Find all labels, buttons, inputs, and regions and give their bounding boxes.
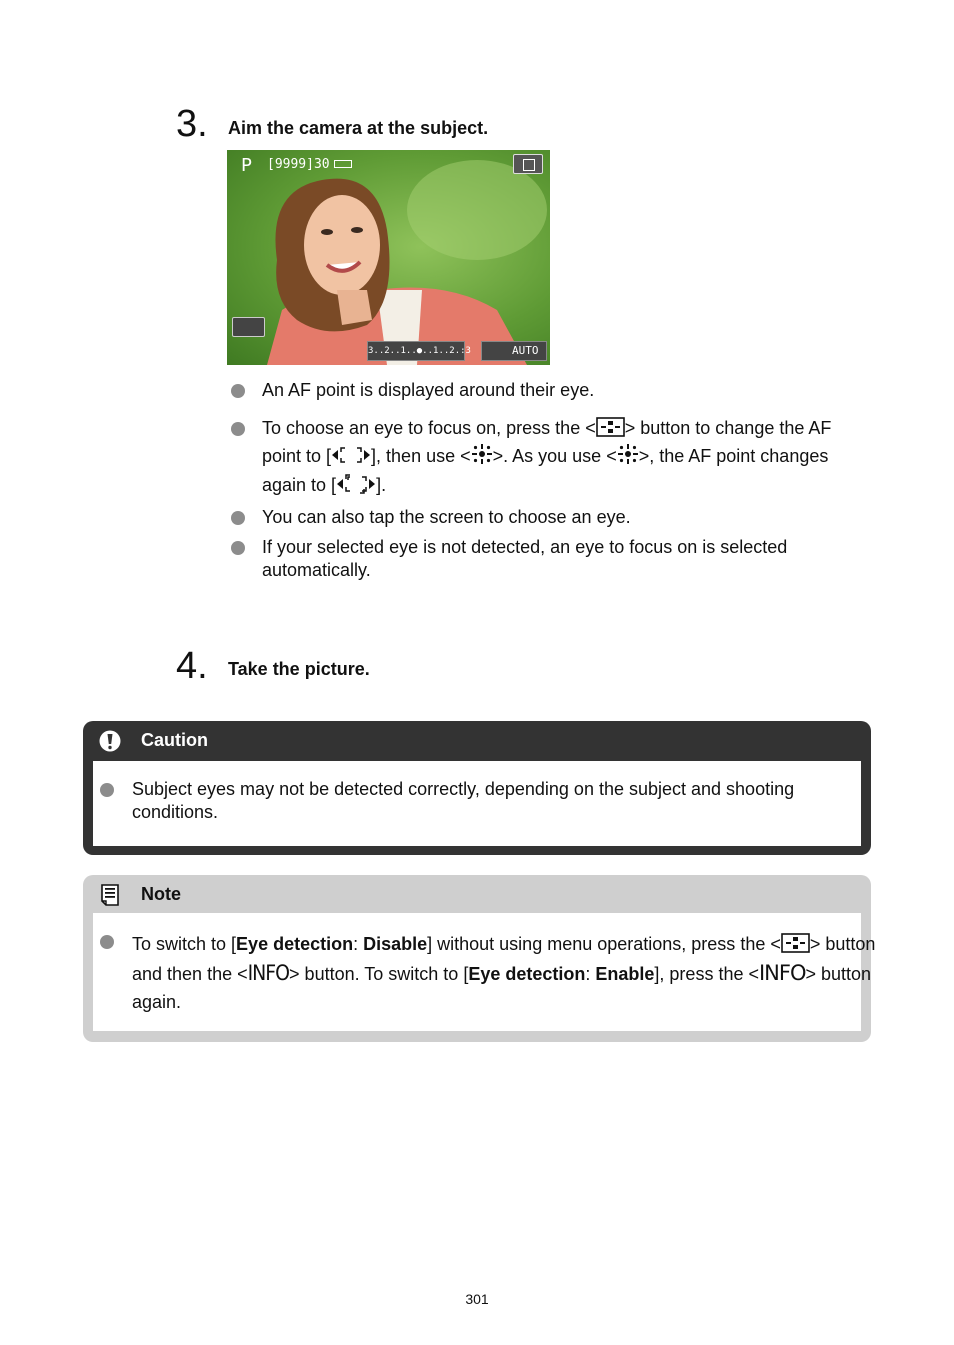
multi-controller-icon bbox=[617, 443, 639, 465]
note-text: > button. To switch to [ bbox=[289, 963, 469, 984]
caution-text: Subject eyes may not be detected correctly, depending on the subject and shooting conditions. bbox=[132, 779, 795, 822]
info-button-label: INFO bbox=[247, 960, 290, 985]
af-point-selection-button-icon bbox=[781, 933, 810, 953]
bullet-text: If your selected eye is not detected, an eye to focus on is selected automatically. bbox=[262, 536, 788, 580]
note-text: : bbox=[585, 963, 596, 984]
iso-indicator bbox=[481, 341, 547, 361]
quick-control-icon bbox=[513, 154, 543, 174]
page-number: 301 bbox=[465, 1291, 489, 1307]
note-text: : bbox=[353, 934, 364, 954]
bullet-text: ]. bbox=[376, 474, 387, 495]
eye-af-right-icon bbox=[336, 474, 376, 494]
multi-controller-icon bbox=[471, 443, 493, 465]
list-item bbox=[230, 376, 850, 405]
list-item bbox=[230, 414, 850, 500]
step-title: Aim the camera at the subject. bbox=[228, 118, 489, 138]
list-item bbox=[100, 778, 877, 824]
note-text: Disable bbox=[363, 934, 428, 954]
note-icon bbox=[101, 884, 119, 906]
note-body bbox=[93, 913, 876, 1031]
exposure-scale: 3..2..1..●..1..2.:3 bbox=[367, 341, 465, 361]
bullet-text: >. As you use < bbox=[492, 446, 617, 466]
bullet-text: ], then use < bbox=[371, 446, 471, 466]
bullet-dot bbox=[231, 384, 245, 398]
note-text: ] without using menu operations, press the < bbox=[427, 934, 781, 954]
bullet-dot bbox=[100, 935, 114, 949]
note-text: ], press the < bbox=[654, 963, 759, 984]
note-panel bbox=[83, 875, 876, 1042]
step-3-bullets bbox=[230, 376, 850, 582]
caution-panel bbox=[83, 721, 871, 855]
bullet-dot bbox=[231, 422, 245, 436]
list-item bbox=[230, 536, 850, 582]
note-text: Enable bbox=[595, 963, 655, 984]
note-title: Note bbox=[141, 884, 181, 904]
bullet-dot bbox=[231, 541, 245, 555]
note-text: > button and then the < bbox=[132, 934, 876, 984]
step-number: 3. bbox=[176, 103, 208, 145]
caution-header bbox=[83, 721, 871, 761]
bullet-text: >, the AF point changes again to [ bbox=[262, 446, 829, 495]
step-title: Take the picture. bbox=[228, 659, 370, 679]
caution-body bbox=[93, 761, 861, 846]
bullet-dot bbox=[231, 511, 245, 525]
bullet-text: You can also tap the screen to choose an eye. bbox=[262, 507, 631, 527]
list-item bbox=[100, 930, 877, 1017]
eye-af-left-icon bbox=[331, 445, 371, 465]
shots-remaining: [9999]30 bbox=[267, 157, 330, 172]
note-text: Eye detection bbox=[236, 934, 354, 954]
camera-screen-image bbox=[227, 150, 550, 365]
note-text: Eye detection bbox=[468, 963, 586, 984]
shooting-mode: P bbox=[241, 155, 252, 176]
touch-shutter-icon bbox=[232, 317, 265, 337]
iso-value: AUTO bbox=[512, 344, 539, 357]
battery-icon bbox=[334, 160, 352, 168]
list-item bbox=[230, 503, 850, 532]
bullet-text: To choose an eye to focus on, press the < bbox=[262, 417, 596, 438]
bullet-text: > button to change the AF point to [ bbox=[262, 417, 832, 466]
bullet-dot bbox=[100, 783, 114, 797]
note-text: > button again. bbox=[132, 963, 872, 1012]
note-text: To switch to [ bbox=[132, 934, 237, 954]
step-number: 4. bbox=[176, 645, 208, 687]
caution-title: Caution bbox=[141, 730, 208, 750]
caution-icon bbox=[99, 730, 121, 752]
info-button-label: INFO bbox=[758, 960, 806, 985]
note-header bbox=[83, 875, 871, 915]
bullet-text: An AF point is displayed around their eye. bbox=[262, 380, 595, 400]
portrait-photo bbox=[227, 150, 550, 365]
af-point-selection-button-icon bbox=[596, 417, 625, 437]
